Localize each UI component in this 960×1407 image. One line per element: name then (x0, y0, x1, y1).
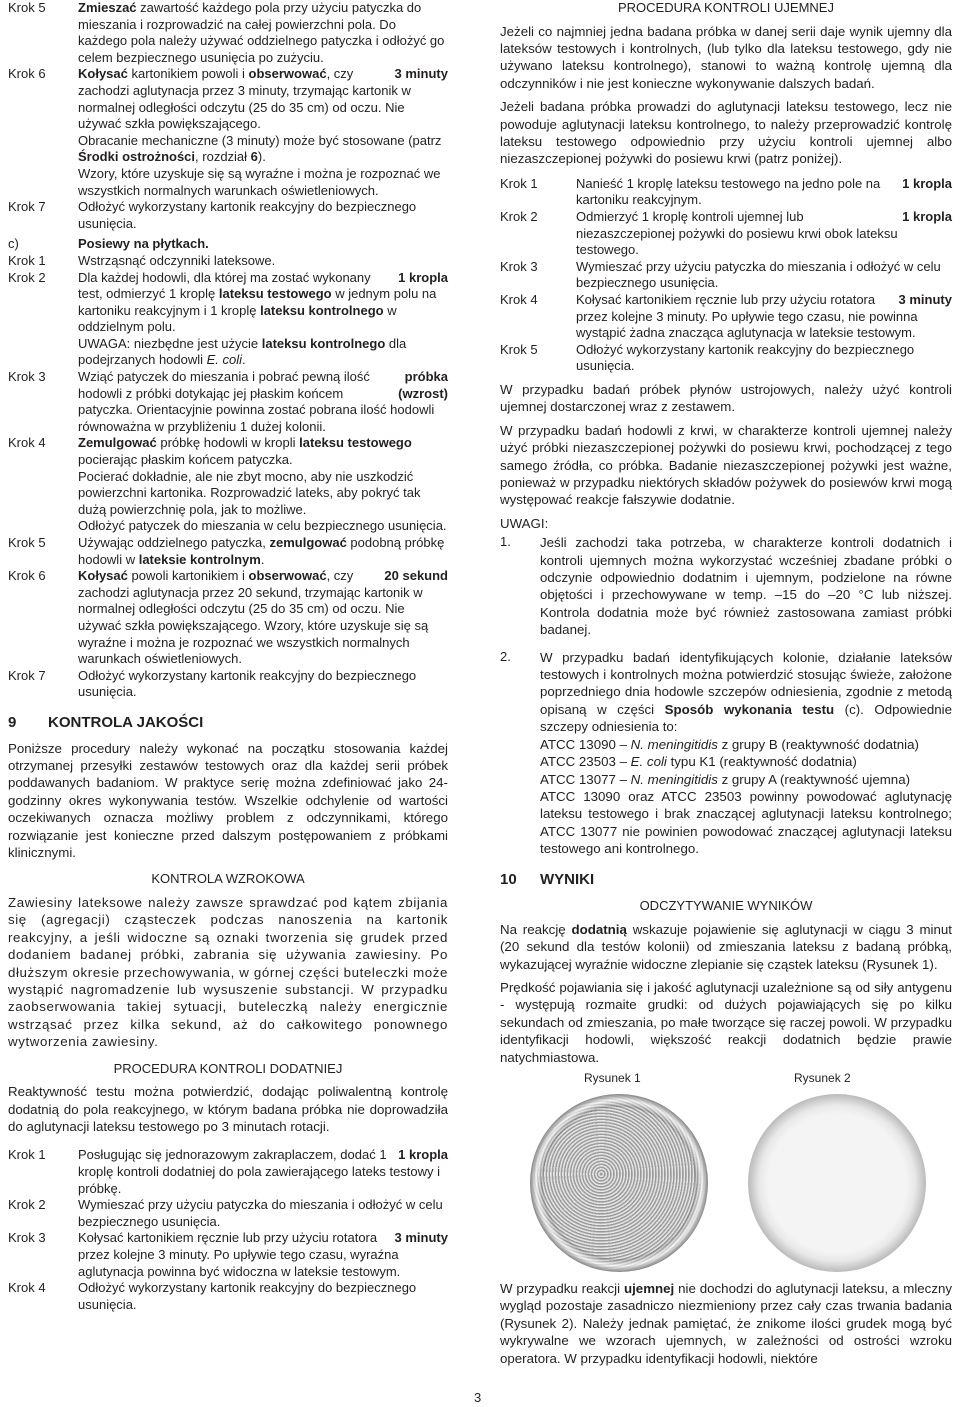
figures (500, 1070, 952, 1280)
step-text: Odłożyć wykorzystany kartonik reakcyjny do bezpiecznego usunięcia. (78, 667, 417, 700)
section-10-heading (500, 872, 952, 889)
step-text: 3 minuty Kołysać kartonikiem powoli i obserwować, czy zachodzi aglutynacja przez 3 minuty, trzymając kartonik w normalnej odległości odczytu (25 do 35 cm) od oczu. Nie używać szkła powiększającego. Obracanie mechaniczne (3 minuty) może być stosowane (patrz Środki ostrożności, rozdział 6). Wzory, które uzyskuje się są wyraźne i można je rozpoznać we wszystkich normalnych warunkach oświetleniowych. (78, 66, 448, 198)
step-row (8, 270, 448, 370)
right-column (500, 0, 952, 1367)
step-row (8, 1147, 448, 1197)
note-item (500, 534, 952, 638)
step-text: 1 kropla Nanieść 1 kroplę lateksu testowego na jedno pole na kartoniku reakcyjnym. (576, 175, 952, 208)
step-text: 3 minuty Kołysać kartonikiem ręcznie lub przy użyciu rotatora przez kolejne 3 minuty. Po upływie tego czasu, nie powinna wystąpić żadna znacząca aglutynacja w lateksie testowym. (576, 292, 952, 341)
step-label: Krok 3 (8, 1230, 46, 1246)
step-label: Krok 5 (500, 341, 538, 357)
agglutination-positive-image (530, 1094, 708, 1272)
steps-list-plates (8, 253, 448, 701)
step-row (500, 176, 952, 209)
step-text: Wymieszać przy użyciu patyczka do mieszania i odłożyć w celu bezpiecznego usunięcia. (78, 1197, 443, 1229)
negative-control-paragraph-2: Jeżeli badana próbka prowadzi do aglutynacji lateksu testowego, lecz nie powoduje aglutynacji lateksu kontrolnego, to należy przeprowadzić kontrolę lateksu testowego odpowiednio przy użyciu kontroli ujemnej albo niezaszczepionej pożywki do posiewu krwi (patrz poniżej). (500, 99, 952, 167)
step-label: Krok 5 (8, 0, 46, 15)
note-text: W przypadku badań identyfikujących kolonie, działanie lateksów testowych i kontrolnych można potwierdzić stosując świeże, założone poprzedniego dnia hodowle szczepów odniesienia, zgodnie z metodą opisaną w części Sposób wykonania testu (c). Odpowiednie szczepy odniesienia to: ATCC 13090 – N. meningitidis z grupy B (reaktywność dodatnia) ATCC 23503 – E. coli typu K1 (reaktywność dodatnia) ATCC 13077 – N. meningitidis z grupy A (reaktywność ujemna) ATCC 13090 oraz ATCC 23503 powinny powodować aglutynację lateksu testowego i brak znaczącej aglutynacji lateksu kontrolnego; ATCC 13077 nie powinien powodować znaczącej aglutynacji lateksu testowego ani kontrolnego. (540, 649, 952, 857)
section-9-heading (8, 715, 448, 732)
step-label: Krok 7 (8, 199, 46, 215)
step-text: Zemulgować próbkę hodowli w kropli lateksu testowego pocierając płaskim końcem patyczka. Pocierać dokładnie, ale nie zbyt mocno, aby nie uszkodzić powierzchni kartonika. Rozprowadzić lateks, aby pokryć tak dużą powierzchnię pola, jak to możliwe. Odłożyć patyczek do mieszania w celu bezpiecznego usunięcia. (78, 435, 447, 534)
section-c-label: c) (8, 236, 19, 252)
section-number: 10 (500, 870, 517, 888)
positive-control-title: PROCEDURA KONTROLI DODATNIEJ (113, 1060, 343, 1076)
visual-control-title: KONTROLA WZROKOWA (151, 871, 305, 887)
step-row (8, 568, 448, 668)
step-row (8, 253, 448, 270)
section-c-title: Posiewy na płytkach. (78, 236, 209, 252)
step-quantity: 3 minuty (394, 66, 448, 82)
steps-list-top (8, 0, 448, 232)
note-number: 1. (500, 534, 511, 550)
reading-results-title: ODCZYTYWANIE WYNIKÓW (639, 898, 813, 914)
note-number: 2. (500, 648, 511, 664)
blood-culture-paragraph: W przypadku badań hodowli z krwi, w charakterze kontroli ujemnej należy użyć próbki niezaszczepionej pożywki do posiewu krwi, pochodzącej z tego samego źródła, co próbka. Badanie niezaszczepionej pożywki jest ważne, ponieważ w przypadku niektórych składów pożywek do posiewów krwi mogą występować reakcje fałszywie dodatnie. (500, 422, 952, 508)
quality-control-paragraph: Poniższe procedury należy wykonać na początku stosowania każdej otrzymanej przesyłki zestawów testowych oraz dla każdej serii próbek poddawanych badaniom. W praktyce serię można zdefiniować jako 24-godzinny okres wykonywania testów. Wszelkie odchylenie od wartości oczekiwanych oznacza możliwy problem z odczynnikami, którego rozwiązanie jest konieczne przed dalszym postępowaniem z próbkami klinicznymi. (8, 740, 448, 860)
step-text: Używając oddzielnego patyczka, zemulgować podobną próbkę hodowli w lateksie kontrolnym. (78, 535, 445, 567)
step-label: Krok 4 (8, 1280, 46, 1296)
steps-list-positive (8, 1147, 448, 1313)
step-text: Odłożyć wykorzystany kartonik reakcyjny do bezpiecznego usunięcia. (78, 199, 417, 231)
note-item (500, 649, 952, 858)
step-text: Odłożyć wykorzystany kartonik reakcyjny do bezpiecznego usunięcia. (78, 1280, 417, 1312)
agglutination-negative-image (748, 1094, 926, 1272)
step-label: Krok 5 (8, 535, 46, 550)
step-row (8, 1230, 448, 1280)
step-quantity: 1 kropla (398, 1147, 448, 1163)
section-title: WYNIKI (540, 870, 595, 888)
step-label: Krok 1 (8, 1147, 46, 1163)
step-text: 1 kropla Posługując się jednorazowym zakraplaczem, dodać 1 kroplę kontroli dodatniej do pola zawierającego lateks testowy i próbkę. (78, 1147, 448, 1196)
notes-list (500, 534, 952, 857)
negative-control-title: PROCEDURA KONTROLI UJEMNEJ (618, 0, 834, 15)
note-text: Jeśli zachodzi taka potrzeba, w charakterze kontroli dodatnich i kontroli ujemnych można wykorzystać wcześniej zbadane próbki o odczynie odpowiednio dodatnim i ujemnym, podzielone na równe objętości i przechowywane w temp. –15 do –20 °C lub niższej. Kontrola dodatnia może być również zastosowana zamiast próbki badanej. (540, 535, 952, 638)
notes-title: UWAGI: (500, 515, 549, 531)
step-text: próbka (wzrost) Wziąć patyczek do mieszania i pobrać pewną ilość hodowli z próbki dotykając jej płaskim końcem patyczka. Orientacyjnie powinna zostać pobrana ilość hodowli równoważna w przybliżeniu 1 dużej kolonii. (78, 369, 448, 434)
negative-result-paragraph: W przypadku reakcji ujemnej nie dochodzi do aglutynacji lateksu, a mleczny wygląd pozostaje zasadniczo niezmieniony przez cały czas trwania badania (Rysunek 2). Należy jednak pamiętać, że znikome ilości grudek mogą być wykrywalne we wzorach ujemnych, w zależności od ostrości wzroku operatora. W przypadku identyfikacji hodowli, niektóre (500, 1280, 953, 1366)
step-row (500, 292, 952, 342)
step-row (8, 1197, 448, 1230)
step-row (8, 535, 448, 568)
figure-2-caption: Rysunek 2 (794, 1070, 851, 1085)
figure-1-caption: Rysunek 1 (584, 1070, 641, 1085)
step-row (500, 259, 952, 292)
step-label: Krok 4 (500, 292, 538, 307)
step-text: 1 kropla Odmierzyć 1 kroplę kontroli ujemnej lub niezaszczepionej pożywki do posiewu krwi obok lateksu testowego. (576, 209, 952, 258)
step-quantity: 20 sekund (384, 568, 448, 584)
step-row (8, 1280, 448, 1313)
positive-control-paragraph: Reaktywność testu można potwierdzić, dodając poliwalentną kontrolę dodatnią do pola reakcyjnego, w którym badana próbka nie doprowadziła do aglutynacji lateksu testowego po 3 minutach rotacji. (8, 1084, 448, 1135)
step-text: Wstrząsnąć odczynniki lateksowe. (78, 252, 276, 268)
step-label: Krok 6 (8, 66, 46, 82)
section-title: KONTROLA JAKOŚCI (48, 713, 204, 731)
step-label: Krok 7 (8, 667, 46, 683)
step-row (500, 209, 952, 259)
step-quantity: 3 minuty (898, 292, 952, 307)
step-label: Krok 2 (8, 1197, 46, 1213)
section-c-heading (8, 236, 448, 253)
step-row (8, 199, 448, 232)
visual-control-paragraph: Zawiesiny lateksowe należy zawsze sprawdzać pod kątem zbijania się (agregacji) cząsteczek podczas nanoszenia na kartonik reakcyjny, a jeśli widoczne są oznaki tworzenia się grudek przed dodaniem badanej próbki, zabrania się używania zawiesiny. Po dłuższym okresie przechowywania, w górnej części buteleczki może wystąpić nagromadzenie lub wysuszenie substancji. W przypadku zaobserwowania takiej sytuacji, buteleczką należy energicznie wstrząsać przez kilka sekund, aż do całkowitego ponownego wytworzenia zawiesiny. (8, 894, 448, 1050)
page-number: 3 (474, 1390, 482, 1405)
step-quantity: 1 kropla (902, 209, 952, 225)
step-label: Krok 3 (8, 369, 46, 385)
step-row (8, 66, 448, 199)
step-label: Krok 6 (8, 568, 46, 584)
step-text: 3 minuty Kołysać kartonikiem ręcznie lub przy użyciu rotatora przez kolejne 3 minuty. Po upływie tego czasu, wyraźna aglutynacja powinna być widoczna w lateksie testowym. (78, 1230, 448, 1279)
step-label: Krok 1 (500, 175, 538, 191)
step-quantity: 1 kropla (398, 269, 448, 285)
step-quantity: 1 kropla (902, 175, 952, 191)
section-number: 9 (8, 713, 17, 731)
step-row (8, 0, 448, 66)
step-text: 20 sekund Kołysać powoli kartonikiem i obserwować, czy zachodzi aglutynacja przez 20 sekund, trzymając kartonik w normalnej odległości odczytu (25 do 35 cm) od oczu. Nie używać szkła powiększającego. Wzory, które uzyskuje się są wyraźne i można je rozpoznać we wszystkich normalnych warunkach oświetleniowych. (78, 568, 448, 667)
left-column (8, 0, 448, 1313)
body-fluid-paragraph: W przypadku badań próbek płynów ustrojowych, należy użyć kontroli ujemnej dostarczonej wraz z zestawem. (500, 381, 952, 415)
step-row (8, 668, 448, 701)
reading-results-paragraph-1: Na reakcję dodatnią wskazuje pojawienie się aglutynacji w ciągu 3 minut (20 sekund dla testów kolonii) od zmieszania lateksu z badaną próbką, wykazującej wyraźnie widoczne zlepianie się cząstek lateksu (Rysunek 1). (500, 921, 952, 972)
step-label: Krok 2 (500, 209, 538, 225)
step-text: Wymieszać przy użyciu patyczka do mieszania i odłożyć w celu bezpiecznego usunięcia. (576, 258, 941, 291)
step-row (8, 435, 448, 535)
reading-results-paragraph-2: Prędkość pojawiania się i jakość aglutynacji uzależnione są od siły antygenu - występują rozmaite grudki: od dużych pojawiających się po kilku sekundach od zmieszania, po małe tworzące się raczej powoli. W przypadku identyfikacji hodowli, większość reakcji dodatnich będzie prawie natychmiastowa. (500, 979, 952, 1065)
step-quantity: 3 minuty (394, 1230, 448, 1246)
step-label: Krok 4 (8, 435, 46, 451)
step-row (500, 342, 952, 375)
step-text: Odłożyć wykorzystany kartonik reakcyjny do bezpiecznego usunięcia. (576, 341, 915, 374)
step-text: 1 kropla Dla każdej hodowli, dla której ma zostać wykonany test, odmierzyć 1 kroplę lateksu testowego w jednym polu na kartoniku reakcyjnym i 1 kroplę lateksu kontrolnego w oddzielnym polu. UWAGA: niezbędne jest użycie lateksu kontrolnego dla podejrzanych hodowli E. coli. (78, 269, 448, 368)
negative-control-paragraph-1: Jeżeli co najmniej jedna badana próbka w danej serii daje wynik ujemny dla lateksów testowych i kontrolnych, (lub tylko dla lateksu testowego, gdy nie używano lateksu kontrolnego), stanowi to ważną kontrolę ujemną dla odczynników i nie jest konieczne wykonywanie dalszych badań. (500, 23, 952, 91)
steps-list-negative (500, 176, 952, 375)
step-text: Zmieszać zawartość każdego pola przy użyciu patyczka do mieszania i rozprowadzić na całej powierzchni pola. Do każdego pola należy używać oddzielnego patyczka i odłożyć go celem bezpiecznego usunięcia po zużyciu. (78, 0, 445, 65)
step-label: Krok 1 (8, 252, 46, 268)
step-label: Krok 3 (500, 258, 538, 274)
step-row (8, 369, 448, 435)
step-quantity: próbka (wzrost) (398, 369, 448, 401)
step-label: Krok 2 (8, 269, 46, 285)
